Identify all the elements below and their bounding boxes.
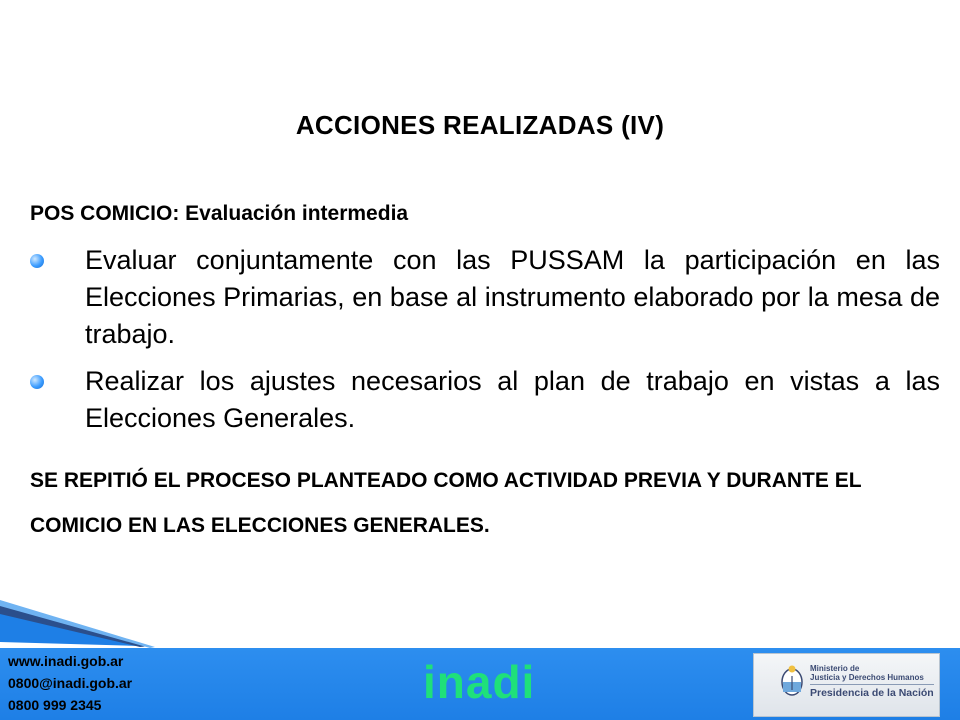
footer-bar — [0, 648, 960, 720]
website-link[interactable]: www.inadi.gob.ar — [8, 653, 124, 669]
bullet-text: Evaluar conjuntamente con las PUSSAM la participación en las Elecciones Primarias, en base al instrumento elaborado por la mesa de trabajo. — [85, 245, 940, 349]
slide-subtitle: POS COMICIO: Evaluación intermedia — [30, 202, 409, 225]
logo-line2: Justicia y Derechos Humanos — [810, 673, 924, 682]
inadi-logo: inadi — [423, 656, 536, 708]
bullet-dot-icon — [30, 254, 44, 268]
bullet-list — [30, 242, 940, 447]
logo-line1: Ministerio de — [810, 664, 860, 673]
bullet-item — [30, 363, 940, 437]
ministry-logo — [753, 653, 940, 717]
coat-of-arms-icon — [780, 664, 804, 698]
decorative-swoosh — [0, 600, 200, 650]
phone-number: 0800 999 2345 — [8, 697, 102, 713]
email-link[interactable]: 0800@inadi.gob.ar — [8, 675, 133, 691]
bullet-item — [30, 242, 940, 353]
conclusion-text: SE REPITIÓ EL PROCESO PLANTEADO COMO ACTIVIDAD PREVIA Y DURANTE EL COMICIO EN LAS ELECCIONES GENERALES. — [30, 469, 862, 537]
logo-line3: Presidencia de la Nación — [810, 684, 934, 700]
bullet-dot-icon — [30, 375, 44, 389]
bullet-text: Realizar los ajustes necesarios al plan de trabajo en vistas a las Elecciones Generales. — [85, 366, 940, 433]
ministry-logo-text — [810, 664, 934, 700]
slide-title: ACCIONES REALIZADAS (IV) — [295, 110, 665, 140]
contact-info — [8, 650, 132, 716]
